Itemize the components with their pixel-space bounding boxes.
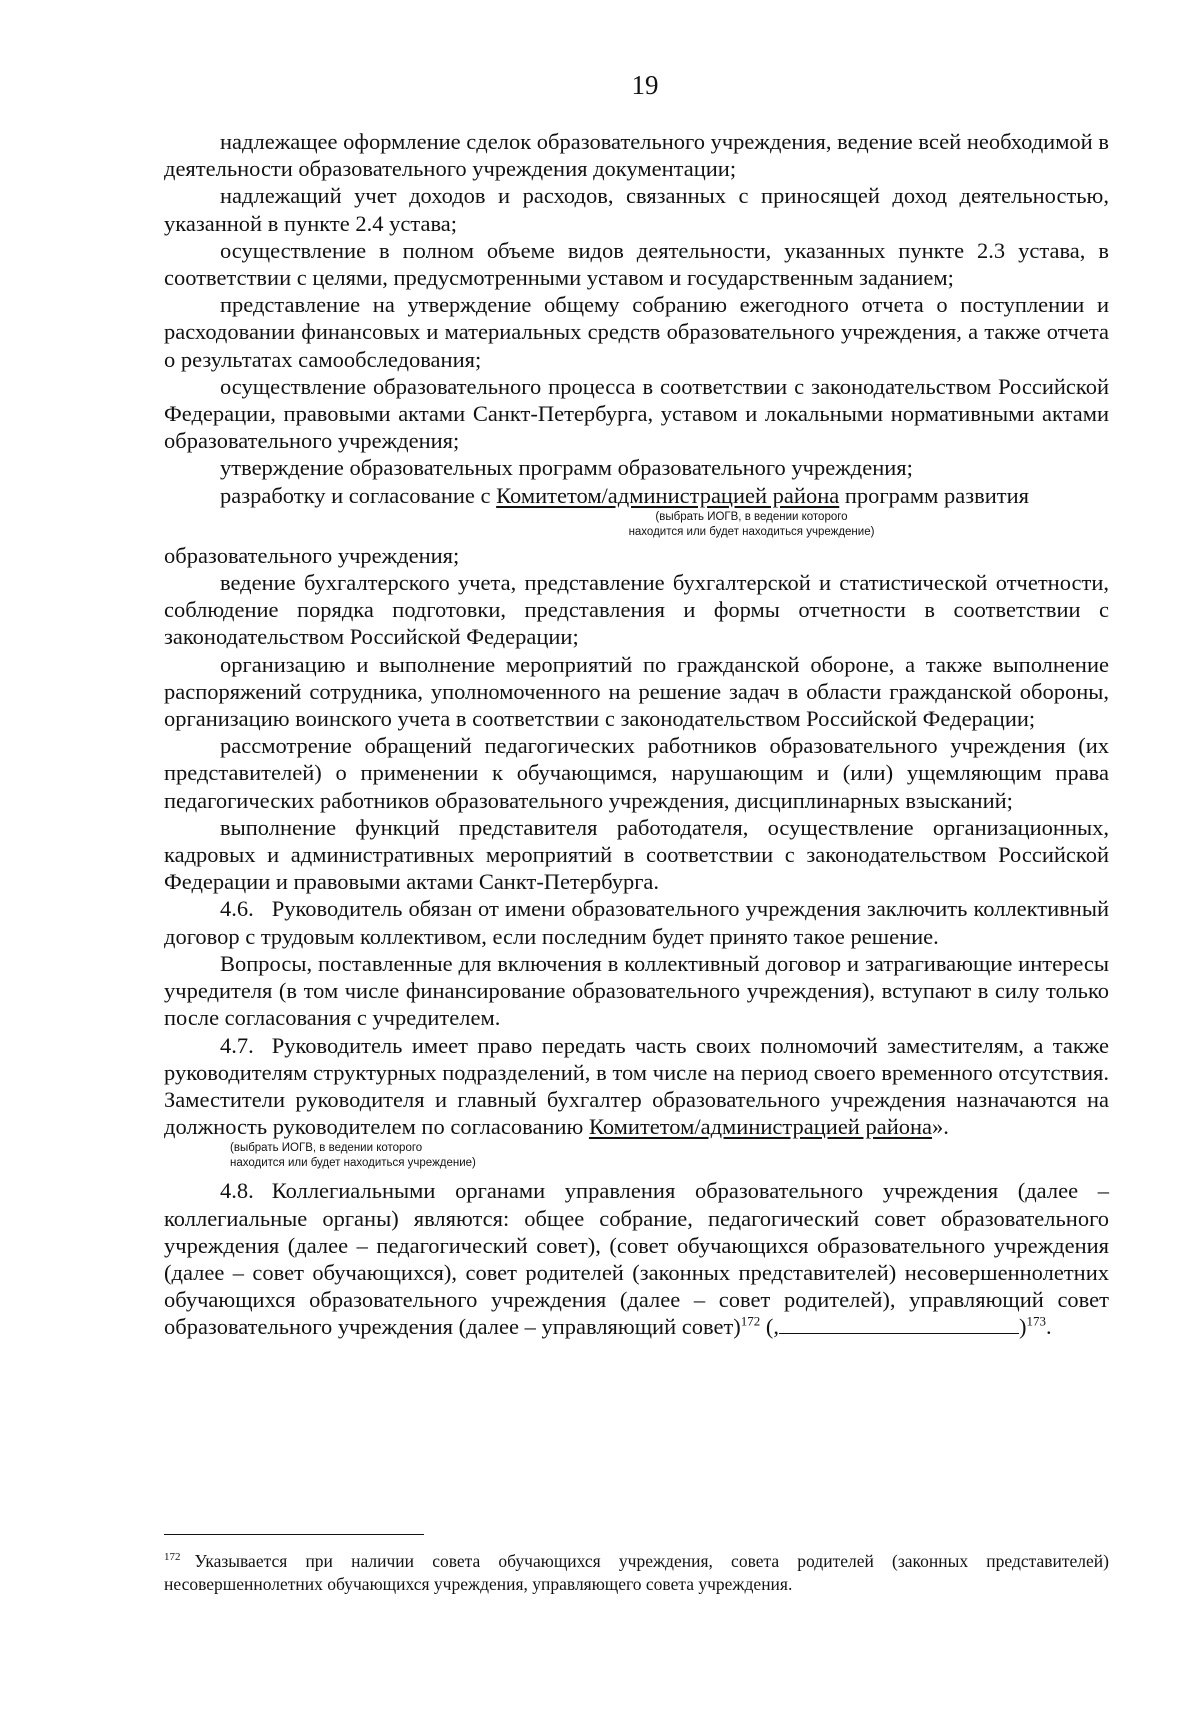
- section-text: Коллегиальными органами управления образовательного учреждения (далее – коллегиальные органы) являются: общее собрание, педагогический совет образовательного учреждения (далее – педагогический совет), (совет обучающихся образовательного учреждения (далее – совет обучающихся), совет родителей (законных представителей) несовершеннолетних обучающихся образовательного учреждения (далее – совет родителей), управляющий совет образовательного учреждения (далее – управляющий совет): [164, 1178, 1109, 1340]
- section-text: Руководитель имеет право передать часть своих полномочий заместителям, а также руководителям структурных подразделений, в том числе на период своего временного отсутствия. Заместители руководителя и главный бухгалтер образовательного учреждения назначаются на должность руководителем по согласованию: [164, 1032, 1109, 1140]
- hint-line: (выбрать ИОГВ, в ведении которого: [655, 510, 848, 523]
- hint-line: находится или будет находиться учреждение): [230, 1157, 476, 1170]
- section-4-8: [164, 1177, 1109, 1340]
- section-text-end: ».: [932, 1114, 949, 1140]
- hint-line: (выбрать ИОГВ, в ведении которого: [230, 1142, 423, 1155]
- paragraph: осуществление образовательного процесса в соответствии с законодательством Российской Федерации, правовыми актами Санкт-Петербурга, уставом и локальными нормативными актами образовательного учреждения;: [164, 373, 1109, 454]
- placeholder-hint: [164, 1141, 1109, 1171]
- committee-placeholder: Комитетом/администрацией района: [496, 482, 840, 508]
- paragraph: осуществление в полном объеме видов деятельности, указанных пункте 2.3 устава, в соответствии с целями, предусмотренными уставом и государственным заданием;: [164, 237, 1109, 291]
- paragraph: ведение бухгалтерского учета, представление бухгалтерской и статистической отчетности, соблюдение порядка подготовки, представления и формы отчетности в соответствии с законодательством Российской Федерации;: [164, 570, 1109, 650]
- footnote-ref: 172: [740, 1313, 761, 1329]
- paragraph-text: разработку и согласование с: [220, 482, 497, 508]
- committee-placeholder: Комитетом/администрацией района: [588, 1114, 933, 1140]
- paragraph: организацию и выполнение мероприятий по гражданской обороне, а также выполнение распоряжений сотрудника, уполномоченного на решение задач в области гражданской обороны, организацию воинского учета в соответствии с законодательством Российской Федерации;: [164, 651, 1109, 732]
- paragraph: выполнение функций представителя работодателя, осуществление организационных, кадровых и административных мероприятий в соответствии с законодательством Российской Федерации и правовыми актами Санкт-Петербурга.: [164, 814, 1109, 895]
- section-text: (,: [760, 1314, 780, 1340]
- paragraph-continuation: образовательного учреждения;: [164, 542, 460, 568]
- document-body: [164, 128, 1109, 1341]
- hint-line: находится или будет находиться учреждение): [628, 525, 875, 538]
- footnote: [164, 1550, 1109, 1596]
- section-4-6: [164, 895, 1109, 949]
- page-number: 19: [631, 70, 659, 100]
- footnote-text: Указывается при наличии совета обучающихся учреждения, совета родителей (законных представителей) несовершеннолетних обучающихся учреждения, управляющего совета учреждения.: [164, 1551, 1109, 1594]
- section-text: ): [1019, 1314, 1027, 1340]
- section-number: 4.7.: [220, 1032, 254, 1058]
- section-text: Руководитель обязан от имени образовательного учреждения заключить коллективный договор с трудовым коллективом, если последним будет принято такое решение.: [164, 896, 1109, 949]
- section-4-7: [164, 1032, 1109, 1141]
- footnote-divider: [164, 1534, 424, 1535]
- footnote-ref: 173: [1026, 1313, 1047, 1329]
- section-number: 4.6.: [220, 896, 254, 922]
- fill-in-blank[interactable]: [779, 1315, 1019, 1334]
- section-text-end: .: [1046, 1314, 1052, 1340]
- paragraph: рассмотрение обращений педагогических работников образовательного учреждения (их представителей) о применении к обучающимся, нарушающим и (или) ущемляющим права педагогических работников образовательного учреждения, дисциплинарных взысканий;: [164, 733, 1109, 813]
- paragraph-text: программ развития: [839, 482, 1029, 508]
- footnote-mark: 172: [164, 1551, 181, 1564]
- paragraph: представление на утверждение общему собранию ежегодного отчета о поступлении и расходовании финансовых и материальных средств образовательного учреждения, а также отчета о результатах самообследования;: [164, 292, 1109, 372]
- paragraph: утверждение образовательных программ образовательного учреждения;: [220, 455, 913, 481]
- paragraph: надлежащее оформление сделок образовательного учреждения, ведение всей необходимой в деятельности образовательного учреждения документации;: [164, 129, 1109, 182]
- placeholder-hint: [164, 510, 1109, 540]
- paragraph-development-programs: [164, 482, 1109, 509]
- section-number: 4.8.: [220, 1178, 254, 1204]
- paragraph: надлежащий учет доходов и расходов, связанных с приносящей доход деятельностью, указанной в пункте 2.4 устава;: [164, 183, 1109, 236]
- paragraph: Вопросы, поставленные для включения в коллективный договор и затрагивающие интересы учредителя (в том числе финансирование образовательного учреждения), вступают в силу только после согласования с учредителем.: [164, 950, 1109, 1031]
